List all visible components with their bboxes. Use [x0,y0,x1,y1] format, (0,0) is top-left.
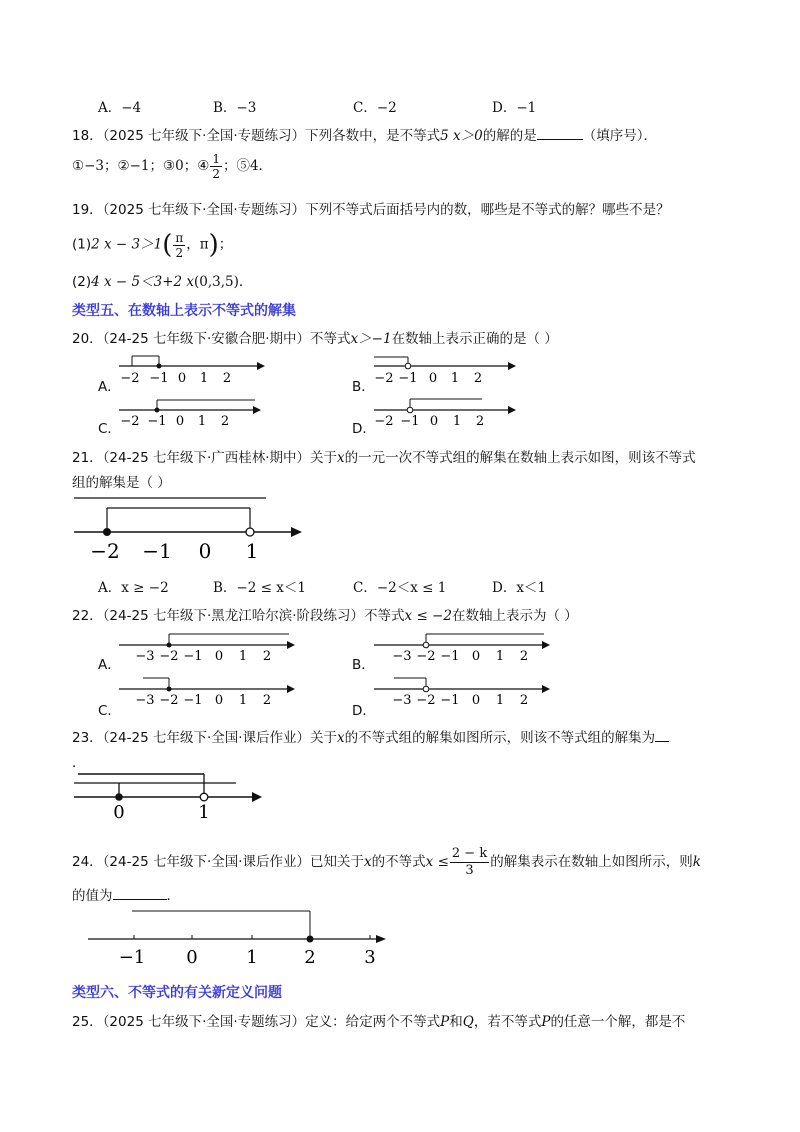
question-source: （24-25 七年级下·黑龙江哈尔滨·阶段练习） [102,608,365,624]
tick-label: 0 [177,371,187,386]
question-text: 定义：给定两个不等式 [305,1014,441,1030]
tick-label: 0 [175,414,185,429]
question-text: 关于 [310,450,338,466]
tick-label: 1 [238,649,248,664]
question-number: 21． [72,450,103,466]
q19-part-1 [72,230,232,260]
answer-blank[interactable] [655,729,669,742]
tick-label: 1 [246,947,258,968]
question-number: 20． [72,331,103,347]
question-text: 的解的是 [482,128,537,144]
value-list: (0,3,5) [194,274,239,290]
value-list: ，π [186,236,209,253]
question-text: 已知关于 [310,854,365,870]
answer-blank[interactable] [113,887,167,900]
punct: ； [218,236,233,253]
tick-label: −2 [374,371,394,386]
tick-label: 0 [214,693,224,708]
inequality: x ≤ [425,854,449,870]
q22-number-line-a [117,633,307,663]
question-number: 24． [72,854,103,870]
tick-label: 1 [450,371,460,386]
question-text: 不等式 [310,331,351,347]
tick-label: −2 [120,371,140,386]
q21-number-line [72,494,312,564]
fraction-numerator: 2 − k [451,846,488,861]
question-text: 的解集表示在数轴上如图所示，则 [490,854,693,870]
q23-number-line [72,770,272,822]
tick-label: −1 [440,693,460,708]
q23-line-2 [72,751,86,771]
q17-option-c: C．−2 [353,100,397,116]
part-label: (2) [72,274,92,290]
fraction-denominator: 2 [212,167,220,181]
tick-label: 2 [519,693,529,708]
question-source: （24-25 七年级下·广西桂林·期中） [102,450,311,466]
punct: ． [238,274,253,290]
q20-number-line-d [372,398,522,428]
question-source: （2025 七年级下·全国·专题练习） [102,202,306,218]
question-text: 关于 [310,730,338,746]
tick-label: 2 [473,371,483,386]
q24-number-line [86,908,406,968]
q20-label-c: C． [98,421,121,437]
variable: x [337,730,345,746]
question-text: ，若不等式 [473,1014,542,1030]
tick-label: 1 [495,649,505,664]
tick-label: −1 [147,414,167,429]
q21-line-2 [72,471,171,491]
question-text: 的不等式组的解集如图所示，则该不等式组的解集为 [344,730,656,746]
question-text: 和 [449,1014,463,1030]
part-label: (1) [72,236,92,253]
tick-label: 2 [222,371,232,386]
tick-label: 2 [475,414,485,429]
q20-number-line-a [117,356,267,386]
tick-label: 0 [429,414,439,429]
question-text: （填序号）． [582,128,658,144]
q22-number-line-d [372,677,562,707]
tick-label: −2 [374,414,394,429]
q19-part-2 [72,270,252,290]
tick-label: −2 [416,693,436,708]
inequality: 4 x − 5＜3+2 x [91,274,194,290]
punct: ． [166,888,180,904]
tick-label: 2 [262,649,272,664]
tick-label: 1 [198,802,210,823]
question-text: 的值为 [72,888,113,904]
tick-label: −1 [400,414,420,429]
q22-label-a: A． [98,657,121,673]
fraction-denominator: 2 [175,245,184,260]
question-text: 的任意一个解，都是不 [550,1014,686,1030]
q20-label-d: D． [352,421,376,437]
variable: k [692,854,701,870]
tick-label: −3 [135,693,155,708]
tick-label: −3 [392,693,412,708]
question-source: （2025 七年级下·全国·专题练习） [102,1014,306,1030]
inequality: 2 x − 3＞1 [91,236,163,253]
tick-label: 2 [519,649,529,664]
tick-label: 0 [428,371,438,386]
tick-label: −2 [159,649,179,664]
q21-option-d: D．x＜1 [492,580,547,596]
tick-label: 1 [495,693,505,708]
tick-label: −2 [90,539,120,563]
q18-line [72,124,657,144]
tick-label: 0 [214,649,224,664]
left-paren: ( [162,230,173,260]
tick-label: −1 [118,947,146,968]
question-text: 在数轴上表示为（ ） [451,608,578,624]
question-text: 在数轴上表示正确的是（ ） [391,331,558,347]
q23-line [72,726,669,746]
tick-label: 0 [198,539,212,563]
tick-label: 1 [238,693,248,708]
tick-label: 2 [262,693,272,708]
q22-number-line-b [372,633,562,663]
q20-label-a: A． [98,379,121,395]
q19-line [72,198,670,218]
inequality: x＞−1 [350,331,392,347]
question-text: 组的解集是（ ） [72,475,171,491]
tick-label: 1 [245,539,259,563]
tick-label: −1 [183,649,203,664]
choices-text: ；⑤4． [222,158,273,174]
variable: x [364,854,372,870]
q21-option-a: A．x ≥ −2 [98,580,169,596]
tick-label: 3 [364,947,376,968]
tick-label: −2 [159,693,179,708]
q21-option-b: B．−2 ≤ x＜1 [213,580,306,596]
q17-option-b: B．−3 [213,100,257,116]
q18-choices [72,152,272,181]
question-text: 下列不等式后面括号内的数，哪些是不等式的解？哪些不是？ [305,202,670,218]
tick-label: −1 [142,539,172,563]
choices-text: ①−3；②−1；③0；④ [72,158,210,174]
variable: P [440,1014,450,1030]
tick-label: −1 [183,693,203,708]
q22-number-line-c [117,677,307,707]
tick-label: 1 [199,371,209,386]
q20-number-line-c [117,400,267,430]
q22-label-b: B． [352,657,375,673]
section-heading-6: 类型六、不等式的有关新定义问题 [72,985,282,1001]
punct: ． [72,755,86,771]
fraction-numerator: 1 [212,152,220,166]
tick-label: 0 [186,947,198,968]
q24-line [72,846,701,879]
question-number: 23． [72,730,103,746]
variable: x [337,450,345,466]
tick-label: 0 [471,649,481,664]
fraction-denominator: 3 [465,863,474,878]
q25-line [72,1010,685,1030]
variable: P [541,1014,551,1030]
inequality: 5 x＞0 [440,128,483,144]
question-number: 19． [72,202,103,218]
tick-label: 1 [452,414,462,429]
variable: Q [462,1014,474,1030]
q17-option-d: D．−1 [492,100,537,116]
section-heading-5: 类型五、在数轴上表示不等式的解集 [72,303,296,319]
q17-option-a: A．−4 [98,100,142,116]
q21-option-c: C．−2＜x ≤ 1 [353,580,447,596]
question-number: 22． [72,608,103,624]
question-number: 25． [72,1014,103,1030]
fraction-numerator: π [175,230,184,245]
tick-label: 0 [113,802,125,823]
tick-label: 0 [471,693,481,708]
q22-label-c: C． [98,703,121,719]
fraction [450,846,489,879]
tick-label: −2 [416,649,436,664]
tick-label: −1 [149,371,169,386]
tick-label: −3 [135,649,155,664]
question-source: （24-25 七年级下·全国·课后作业） [102,730,311,746]
q22-line [72,604,578,624]
question-source: （2025 七年级下·全国·专题练习） [102,128,306,144]
question-text: 的一元一次不等式组的解集在数轴上表示如图，则该不等式 [344,450,696,466]
question-source: （24-25 七年级下·安徽合肥·期中） [102,331,311,347]
fraction [210,152,222,181]
tick-label: −2 [120,414,140,429]
inequality: x ≤ −2 [404,608,452,624]
question-text: 下列各数中，是不等式 [305,128,441,144]
question-source: （24-25 七年级下·全国·课后作业） [102,854,311,870]
tick-label: 2 [304,947,316,968]
right-paren: ) [208,230,219,260]
tick-label: −1 [398,371,418,386]
fraction [173,231,185,260]
question-text: 的不等式 [371,854,426,870]
tick-label: −3 [392,649,412,664]
q20-number-line-b [372,356,522,386]
q21-line [72,446,696,466]
answer-blank[interactable] [537,127,583,140]
tick-label: −1 [440,649,460,664]
q20-line [72,327,558,347]
q22-label-d: D． [352,703,376,719]
q24-line-2 [72,884,180,904]
q20-label-b: B． [352,379,375,395]
question-number: 18． [72,128,103,144]
tick-label: 1 [197,414,207,429]
question-text: 不等式 [364,608,405,624]
tick-label: 2 [220,414,230,429]
